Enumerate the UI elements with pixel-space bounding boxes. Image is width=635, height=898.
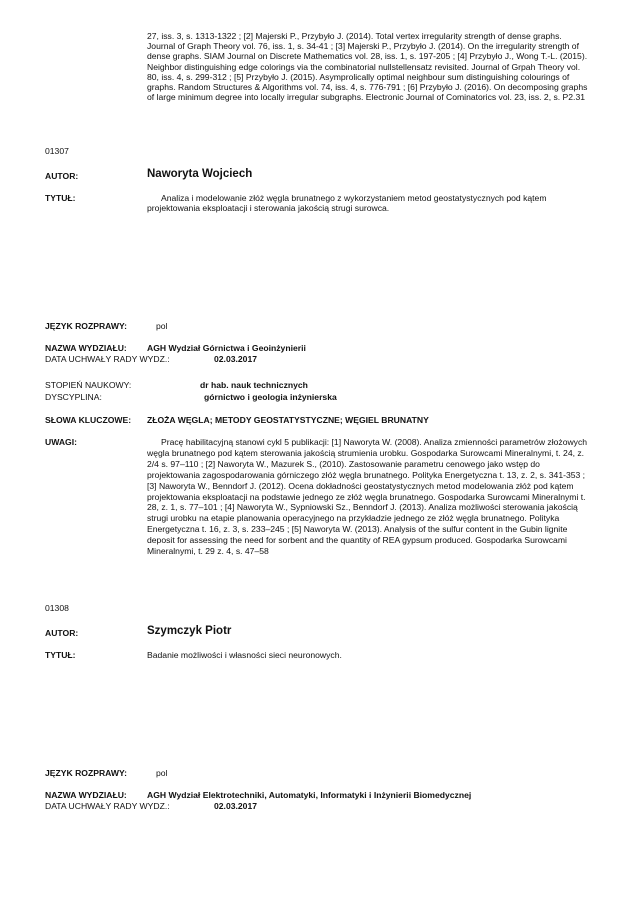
notes-value: Pracę habilitacyjną stanowi cykl 5 publikacji: [1] Naworyta W. (2008). Analiza zmienności parametrów złożowych węgla brunatnego pod kątem sterowania jakością strumienia urobku. Gospodarka Surowcami Mineralnymi, t. 24, z. 2/4 s. 97–110 ; [2] Naworyta W., Mazurek S., (2010). Zastosowanie parametru cenowego jako wstęp do projektowania zagospodarowania górniczego złóż węgla brunatnego. Polityka Energetyczna t. 13, z. 2, s. 341-353 ; [3] Naworyta W., Benndorf J. (2012). Ocena dokładności geostatystycznych metod modelowania złóż pod kątem projektowania eksploatacji na podstawie jednego ze złóż węgla brunatnego. Gospodarka Surowcami Mineralnymi t. 28, z. 1, s. 77–101 ; [4] Naworyta W., Sypniowski Sz., Benndorf J. (2013). Analiza możliwości sterowania jakością strugi urobku na etapie planowania operacyjnego na przykładzie jednego ze złóż węgla brunatnego. Polityka Energetyczna t. 16, z. 3, s. 233–245 ; [5] Naworyta W. (2013). Analysis of the sulfur content in the Gubin lignite deposit for assessing the need for sorbent and the quantity of REA gypsum produced. Gospodarka Surowcami Mineralnymi, t. 29 z. 4, s. 47–58 bbox=[147, 437, 588, 557]
record-id: 01308 bbox=[45, 603, 69, 613]
record-id: 01307 bbox=[45, 146, 69, 156]
discipline-label: DYSCYPLINA: bbox=[45, 392, 102, 402]
faculty-label: NAZWA WYDZIAŁU: bbox=[45, 343, 127, 353]
thesis-title: Badanie możliwości i własności sieci neuronowych. bbox=[147, 650, 342, 660]
resolution-date-label: DATA UCHWAŁY RADY WYDZ.: bbox=[45, 801, 170, 811]
resolution-date-value: 02.03.2017 bbox=[214, 354, 258, 364]
thesis-title: Analiza i modelowanie złóż węgla brunatnego z wykorzystaniem metod geostatystycznych pod kątem projektowania eksploatacji i sterowania jakością strugi surowca. bbox=[147, 193, 547, 214]
faculty-value: AGH Wydział Górnictwa i Geoinżynierii bbox=[147, 343, 306, 353]
language-label: JĘZYK ROZPRAWY: bbox=[45, 768, 127, 778]
language-label: JĘZYK ROZPRAWY: bbox=[45, 321, 127, 331]
title-label: TYTUŁ: bbox=[45, 650, 76, 660]
resolution-date-label: DATA UCHWAŁY RADY WYDZ.: bbox=[45, 354, 170, 364]
notes-label: UWAGI: bbox=[45, 437, 77, 447]
author-name: Naworyta Wojciech bbox=[147, 168, 253, 180]
title-label: TYTUŁ: bbox=[45, 193, 76, 203]
resolution-date-value: 02.03.2017 bbox=[214, 801, 258, 811]
discipline-value: górnictwo i geologia inżynierska bbox=[204, 392, 337, 402]
author-label: AUTOR: bbox=[45, 171, 79, 181]
language-value: pol bbox=[156, 768, 168, 778]
degree-value: dr hab. nauk technicznych bbox=[200, 380, 308, 390]
author-label: AUTOR: bbox=[45, 628, 79, 638]
faculty-label: NAZWA WYDZIAŁU: bbox=[45, 790, 127, 800]
faculty-value: AGH Wydział Elektrotechniki, Automatyki, Informatyki i Inżynierii Biomedycznej bbox=[147, 790, 472, 800]
language-value: pol bbox=[156, 321, 168, 331]
continued-publication-list: 27, iss. 3, s. 1313-1322 ; [2] Majerski P., Przybyło J. (2014). Total vertex irregularity strength of dense graphs. Journal of Graph Theory vol. 76, iss. 1, s. 34-41 ; [3] Majerski P., Przybyło J. (2014). On the irregularity strength of dense graphs. SIAM Journal on Discrete Mathematics vol. 28, iss. 1, s. 197-205 ; [4] Przybyło J., Wong T.-L. (2015). Neighbor distinguishing edge colorings via the combinatorial nullstellensatz revisited. Journal of Grpah Theory vol. 80, iss. 4, s. 299-312 ; [5] Przybyło J. (2015). Asymprolically optimal neighbour sum distinguishing colourings of graphs. Random Structures & Algorithms vol. 74, iss. 4, s. 776-791 ; [6] Przybyło J. (2016). On decomposing graphs of large minimum degree into locally irregular subgraphs. Electronic Journal of Cominatorics vol. 23, iss. 2, s. P2.31 bbox=[147, 31, 588, 103]
keywords-value: ZŁOŻA WĘGLA; METODY GEOSTATYSTYCZNE; WĘGIEL BRUNATNY bbox=[147, 415, 429, 425]
degree-label: STOPIEŃ NAUKOWY: bbox=[45, 380, 132, 390]
author-name: Szymczyk Piotr bbox=[147, 625, 232, 637]
keywords-label: SŁOWA KLUCZOWE: bbox=[45, 415, 132, 425]
